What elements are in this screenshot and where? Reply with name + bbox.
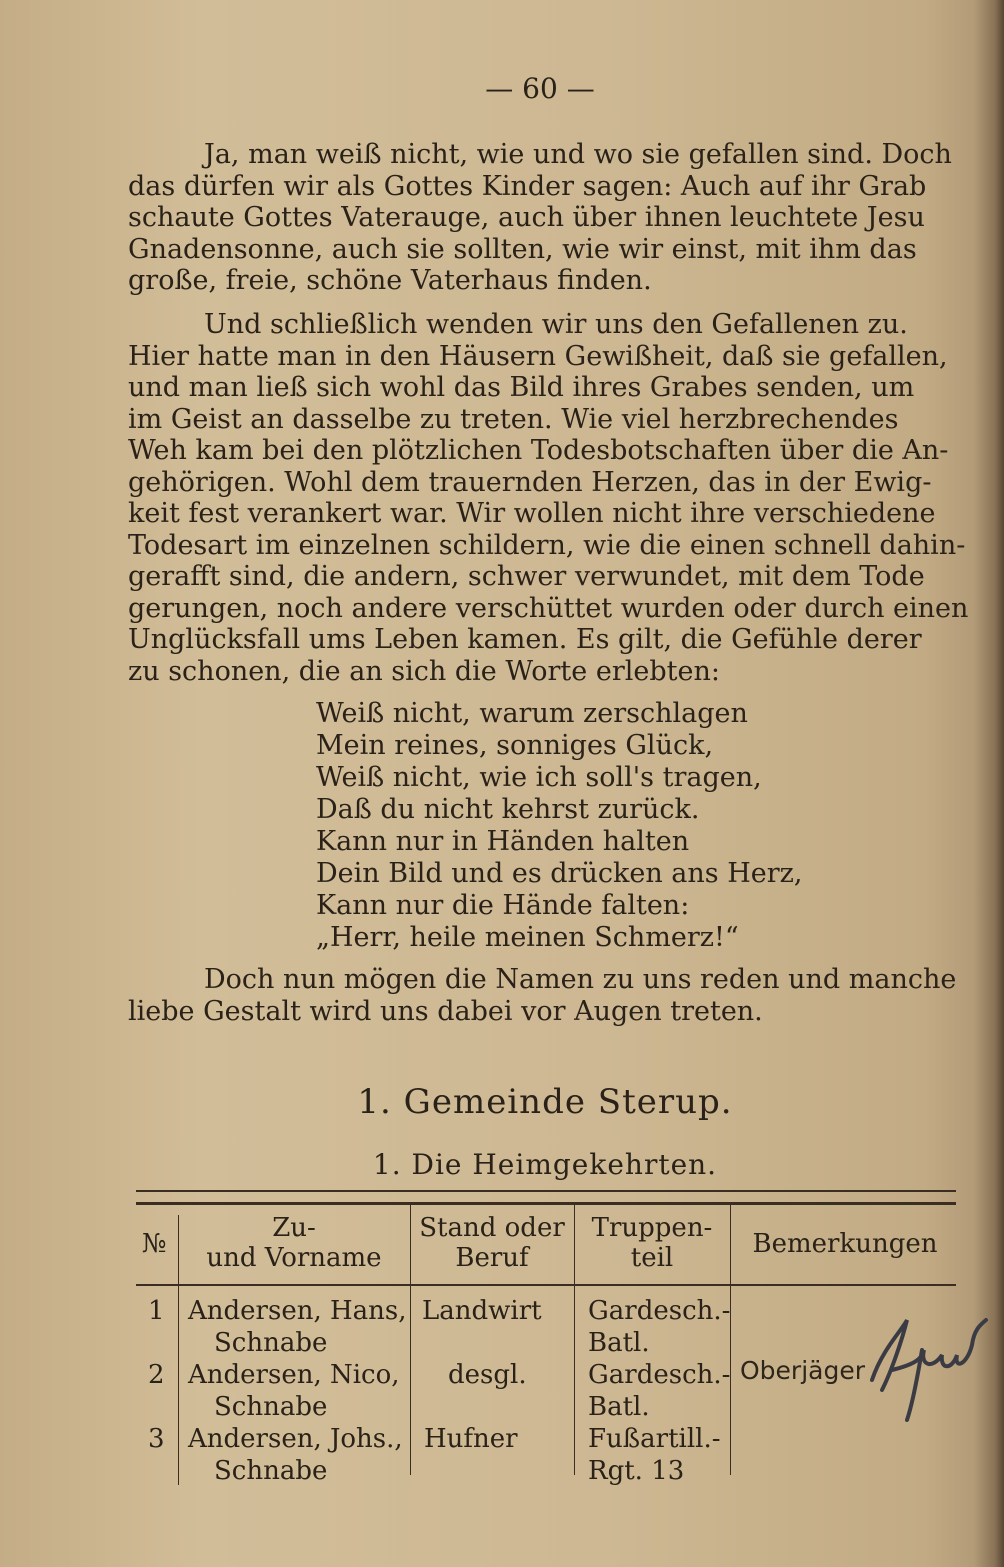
header-number: № xyxy=(141,1229,167,1259)
row-unit-line1: Fußartill.- xyxy=(588,1424,721,1454)
header-unit-line1: Truppen- xyxy=(591,1213,713,1243)
row-number: 1 xyxy=(148,1296,165,1326)
text-line: Hier hatte man in den Häusern Gewißheit, daß sie gefallen, xyxy=(128,340,948,372)
text-line: keit fest verankert war. Wir wollen nicht ihre verschiedene xyxy=(128,498,936,529)
table-header-rule xyxy=(136,1284,956,1286)
paragraph-1 xyxy=(128,139,952,297)
row-unit-line1: Gardesch.- xyxy=(588,1360,731,1390)
remark-stamp: Oberjäger xyxy=(740,1356,865,1385)
row-surname: Andersen, Hans, xyxy=(188,1296,407,1326)
text-line: gerungen, noch andere verschüttet wurden oder durch einen xyxy=(128,592,969,624)
header-occupation-line2: Beruf xyxy=(455,1243,529,1273)
row-name xyxy=(188,1295,407,1359)
header-name xyxy=(178,1213,410,1273)
row-surname: Andersen, Nico, xyxy=(188,1360,400,1390)
text-line: und man ließ sich wohl das Bild ihres Grabes senden, um xyxy=(128,372,915,403)
row-unit xyxy=(588,1423,721,1487)
row-unit xyxy=(588,1295,730,1359)
row-place: Schnabe xyxy=(214,1456,328,1486)
poem-line: „Herr, heile meinen Schmerz!“ xyxy=(316,922,739,953)
header-occupation xyxy=(410,1213,574,1273)
text-line: Weh kam bei den plötzlichen Todesbotschaften über die An- xyxy=(128,435,949,466)
header-remarks: Bemerkungen xyxy=(752,1229,938,1259)
header-name-line2: und Vorname xyxy=(206,1243,382,1273)
poem-line: Weiß nicht, wie ich soll's tragen, xyxy=(316,762,762,793)
paragraph-3 xyxy=(128,964,957,1027)
poem-line: Kann nur die Hände falten: xyxy=(316,890,690,921)
text-line: gerafft sind, die andern, schwer verwundet, mit dem Tode xyxy=(128,561,925,592)
row-place: Schnabe xyxy=(214,1328,328,1358)
header-unit-line2: teil xyxy=(630,1243,674,1273)
row-occupation: Landwirt xyxy=(422,1296,542,1326)
section-heading: 1. Gemeinde Sterup. xyxy=(357,1082,733,1122)
page-number: — 60 — xyxy=(485,72,595,105)
text-line: im Geist an dasselbe zu treten. Wie viel herzbrechendes xyxy=(128,403,899,435)
row-unit-line2: Batl. xyxy=(588,1328,650,1358)
paragraph-2 xyxy=(128,309,969,687)
poem-line: Mein reines, sonniges Glück, xyxy=(316,730,714,761)
row-name xyxy=(188,1359,400,1423)
poem-line: Weiß nicht, warum zerschlagen xyxy=(316,698,748,729)
poem-line: Daß du nicht kehrst zurück. xyxy=(316,794,700,825)
header-name-line1: Zu- xyxy=(272,1213,316,1243)
text-line: Und schließlich wenden wir uns den Gefallenen zu. xyxy=(204,309,908,340)
text-line: Unglücksfall ums Leben kamen. Es gilt, die Gefühle derer xyxy=(128,624,922,655)
text-line: das dürfen wir als Gottes Kinder sagen: Auch auf ihr Grab xyxy=(128,170,927,202)
row-unit-line2: Rgt. 13 xyxy=(588,1456,685,1486)
poem-line: Kann nur in Händen halten xyxy=(316,826,690,857)
poem-line: Dein Bild und es drücken ans Herz, xyxy=(316,858,803,889)
text-line: liebe Gestalt wird uns dabei vor Augen treten. xyxy=(128,995,763,1027)
text-line: zu schonen, die an sich die Worte erlebten: xyxy=(128,655,720,687)
row-occupation: desgl. xyxy=(448,1360,527,1390)
text-line: große, freie, schöne Vaterhaus finden. xyxy=(128,265,652,296)
text-line: Doch nun mögen die Namen zu uns reden und manche xyxy=(204,964,957,995)
text-line: gehörigen. Wohl dem trauernden Herzen, das in der Ewig- xyxy=(128,466,932,498)
row-occupation: Hufner xyxy=(424,1424,518,1454)
header-occupation-line1: Stand oder xyxy=(419,1213,565,1243)
row-surname: Andersen, Johs., xyxy=(188,1424,403,1454)
row-unit-line1: Gardesch.- xyxy=(588,1296,731,1326)
row-name xyxy=(188,1423,403,1487)
subsection-heading: 1. Die Heimgekehrten. xyxy=(372,1148,718,1181)
text-line: Gnadensonne, auch sie sollten, wie wir einst, mit ihm das xyxy=(128,233,917,265)
row-place: Schnabe xyxy=(214,1392,328,1422)
pencil-stroke xyxy=(872,1320,986,1420)
row-number: 2 xyxy=(148,1360,165,1390)
row-unit xyxy=(588,1359,730,1423)
row-number: 3 xyxy=(148,1424,165,1454)
text-line: schaute Gottes Vaterauge, auch über ihnen leuchtete Jesu xyxy=(128,202,925,233)
poem xyxy=(316,698,876,954)
text-line: Todesart im einzelnen schildern, wie die einen schnell dahin- xyxy=(128,529,966,561)
table-top-rule xyxy=(136,1190,956,1205)
row-unit-line2: Batl. xyxy=(588,1392,650,1422)
pencil-annotation xyxy=(862,1310,992,1430)
text-line: Ja, man weiß nicht, wie und wo sie gefallen sind. Doch xyxy=(204,139,952,170)
header-unit xyxy=(574,1213,730,1273)
